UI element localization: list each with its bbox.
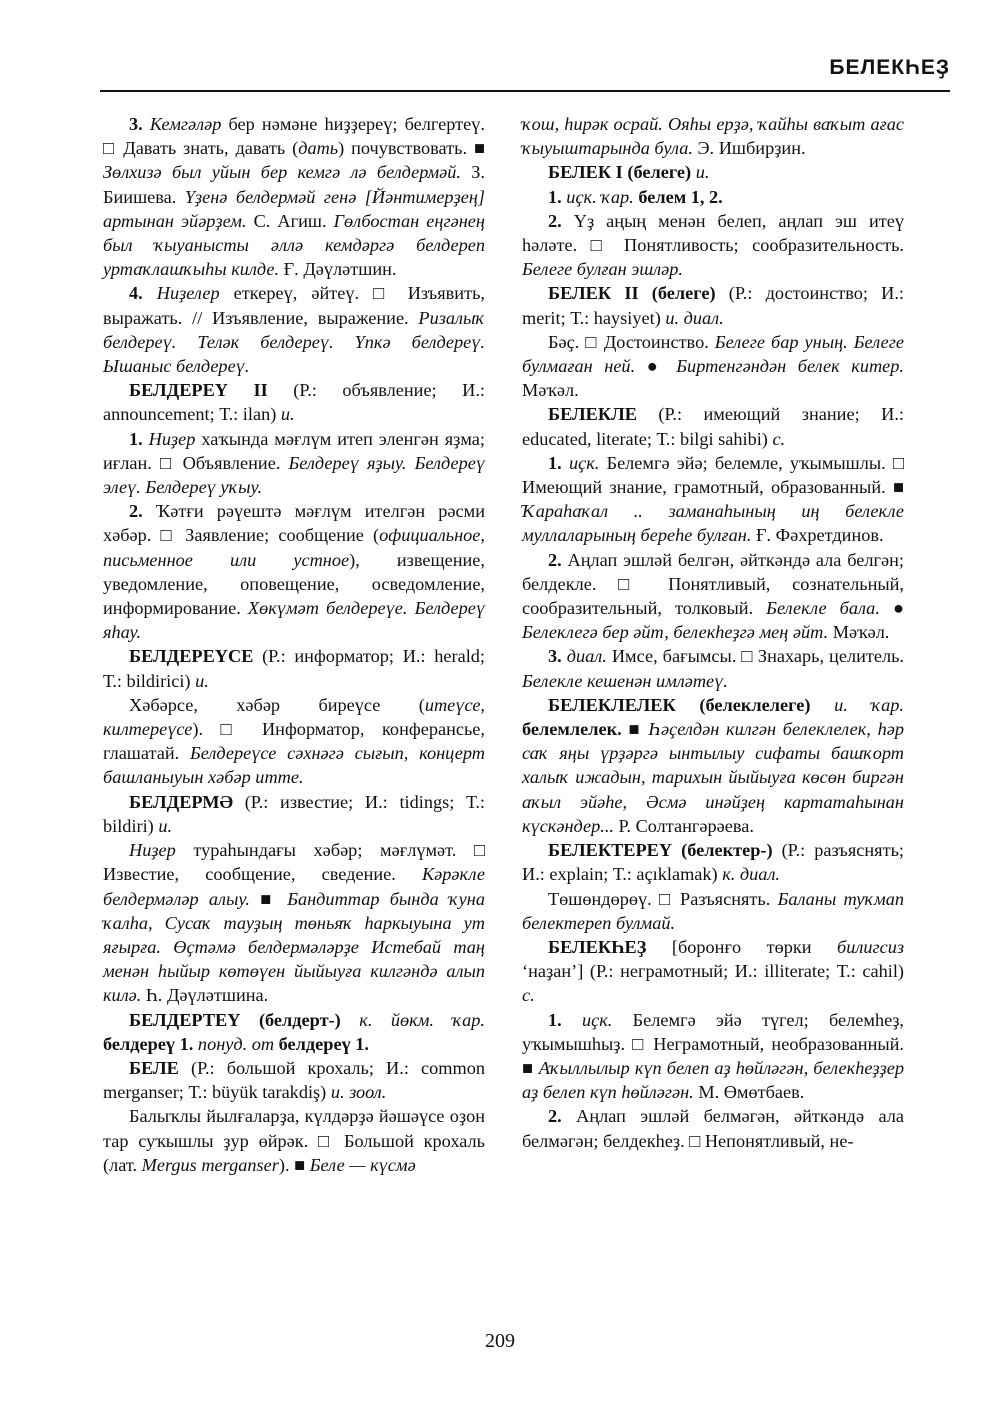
dictionary-paragraph: БЕЛЕКЛЕ (Р.: имеющий знание; И.: educated, literate; Т.: bilgi sahibi) с. [522, 404, 904, 449]
dictionary-paragraph: БЕЛДЕРТЕҮ (белдерт-) к. йөкм. ҡар. белдереү 1. понуд. от белдереү 1. [103, 1009, 485, 1054]
dictionary-paragraph: БЕЛЕК I (белеге) и. [548, 162, 710, 183]
right-column [522, 112, 904, 1153]
dictionary-paragraph: БЕЛЕ (Р.: большой крохаль; И.: common merganser; Т.: büyük tarakdiş) и. зоол. [103, 1057, 485, 1103]
dictionary-paragraph: БЕЛЕКҺЕҘ [боронғо төрки билигсиз ‘наҙан’] (Р.: неграмотный; И.: illiterate; Т.: cahil) с. [522, 936, 904, 1006]
dictionary-paragraph: 3. диал. Имсе, бағымсы. □ Знахарь, целитель. Белекле кешенән имләтеү. [522, 646, 904, 691]
dictionary-paragraph: 1. иҫк. Белемгә эйә; белемле, уҡымышлы. □ Имеющий знание, грамотный, образованный. ■ Ҡараһаҡал .. заманаһының иң белекле муллаларының береһе булған. Ғ. Фәхретдинов. [522, 452, 904, 546]
dictionary-paragraph: 1. Ниҙер хаҡында мәғлүм итеп эленгән яҙма; иғлан. □ Объявление. Белдереү яҙыу. Белдереү элеү. Белдереү уҡыу. [103, 428, 485, 498]
dictionary-paragraph: ҡош, һирәк осрай. Ояһы ерҙә, ҡайһы ваҡыт ағас ҡыуыштарында була. Э. Ишбирҙин. [522, 114, 904, 159]
dictionary-paragraph: Ниҙер тураһындағы хәбәр; мәғлүмәт. □ Известие, сообщение, сведение. Кәрәкле белдермәләр алыу. ■ Бандиттар бында ҡуна ҡалһа, Сусаҡ тауҙың төньяҡ һаркыуына ут яғырға. Өҫтәмә белдермәләрҙе Истебай таң менән һыйыр көтөүен йыйыуға килгәндә алып килә. Һ. Дәүләтшина. [103, 840, 485, 1006]
dictionary-paragraph: Балыҡлы йылғаларҙа, күлдәрҙә йәшәүсе оҙон тар суҡышлы ҙур өйрәк. □ Большой крохаль (лат. Mergus merganser). ■ Беле — күсмә [103, 1106, 485, 1175]
dictionary-paragraph: Төшөндөрөү. □ Разъяснять. Баланы туҡмап белектереп булмай. [522, 888, 904, 933]
dictionary-paragraph: Хәбәрсе, хәбәр биреүсе (итеүсе, килтереүсе). □ Информатор, конферансье, глашатай. Белдереүсе сәхнәгә сығып, концерт башланыуын хәбәр итте. [103, 694, 485, 788]
running-header [100, 56, 950, 92]
running-head-word: БЕЛЕКҺЕҘ [829, 56, 950, 79]
dictionary-paragraph: 2. Аңлап эшләй белмәгән, әйткәндә ала белмәгән; белдекһеҙ. □ Непонятливый, не- [522, 1106, 904, 1151]
dictionary-paragraph: БЕЛЕК II (белеге) (Р.: достоинство; И.: merit; Т.: haysiyet) и. диал. [522, 283, 905, 328]
dictionary-paragraph: 1. иҫк. ҡар. белем 1, 2. [548, 186, 723, 207]
dictionary-paragraph: Бәҫ. □ Достоинство. Белеге бар уның. Белеге булмаған ней. ● Биртенгәндән белек китер. Мәҡәл. [522, 331, 904, 401]
dictionary-paragraph: БЕЛДЕРЕҮ II (Р.: объявление; И.: announcement; Т.: ilan) и. [103, 380, 486, 425]
left-column [103, 112, 485, 1177]
dictionary-paragraph: 4. Ниҙелер еткереү, әйтеү. □ Изъявить, выражать. // Изъявление, выражение. Ризалыҡ белдереү. Теләк белдереү. Үпкә белдереү. Ышаныс белдереү. [103, 283, 485, 377]
dictionary-paragraph: БЕЛЕКТЕРЕҮ (белектер-) (Р.: разъяснять; И.: explain; Т.: açıklamak) к. диал. [522, 840, 904, 885]
dictionary-paragraph: БЕЛДЕРМӘ (Р.: известие; И.: tidings; Т.: bildiri) и. [103, 791, 485, 836]
dictionary-paragraph: 2. Ҡәтғи рәүештә мәғлүм ителгән рәсми хәбәр. □ Заявление; сообщение (официальное, письменное или устное), извещение, уведомление, оповещение, осведомление, информирование. Хөкүмәт белдереүе. Белдереү яһау. [103, 501, 485, 643]
dictionary-paragraph: БЕЛЕКЛЕЛЕК (белеклелеге) и. ҡар. белемлелек. ■ Һәҫелдән килгән белеклелек, һәр саҡ яңы үрҙәргә ынтылыу сифаты башҡорт халыҡ ижадын, тарихын йыйыуға көсөн биргән аҡыл эйәһе, Әсмә инәйҙең картатаһынан күскәндер... Р. Солтангәрәева. [522, 694, 904, 836]
dictionary-paragraph: 1. иҫк. Белемгә эйә түгел; белемһеҙ, уҡымышһыҙ. □ Неграмотный, необразованный. ■ Аҡыллылыр күп белеп аҙ һөйләгән, белекһеҙҙер аҙ белеп күп һөйләгән. М. Өмөтбаев. [522, 1009, 905, 1103]
dictionary-paragraph: 3. Кемгәләр бер нәмәне һиҙҙереү; белгертеү. □ Давать знать, давать (дать) почувствовать. ■ Зөлхизә был уйын бер кемгә лә белдермәй. З. Биишева. Үҙенә белдермәй генә [Йәнтимерҙең] артынан эйәрҙем. С. Агиш. Гөлбостан еңгәнең был ҡыуанысты әллә кемдәргә белдереп уртаҡлашҡыһы килде. Ғ. Дәүләтшин. [103, 114, 486, 280]
page-number: 209 [485, 1330, 515, 1352]
dictionary-paragraph: 2. Аңлап эшләй белгән, әйткәндә ала белгән; белдекле. □ Понятливый, сознательный, сообразительный, толковый. Белекле бала. ● Белеклегә бер әйт, белекһеҙгә мең әйт. Мәҡәл. [522, 549, 904, 643]
dictionary-paragraph: БЕЛДЕРЕҮСЕ (Р.: информатор; И.: herald; Т.: bildirici) и. [103, 646, 485, 691]
dictionary-paragraph: 2. Үҙ аңың менән белеп, аңлап эш итеү һәләте. □ Понятливость; сообразительность. Белеге булған эшләр. [522, 210, 904, 280]
